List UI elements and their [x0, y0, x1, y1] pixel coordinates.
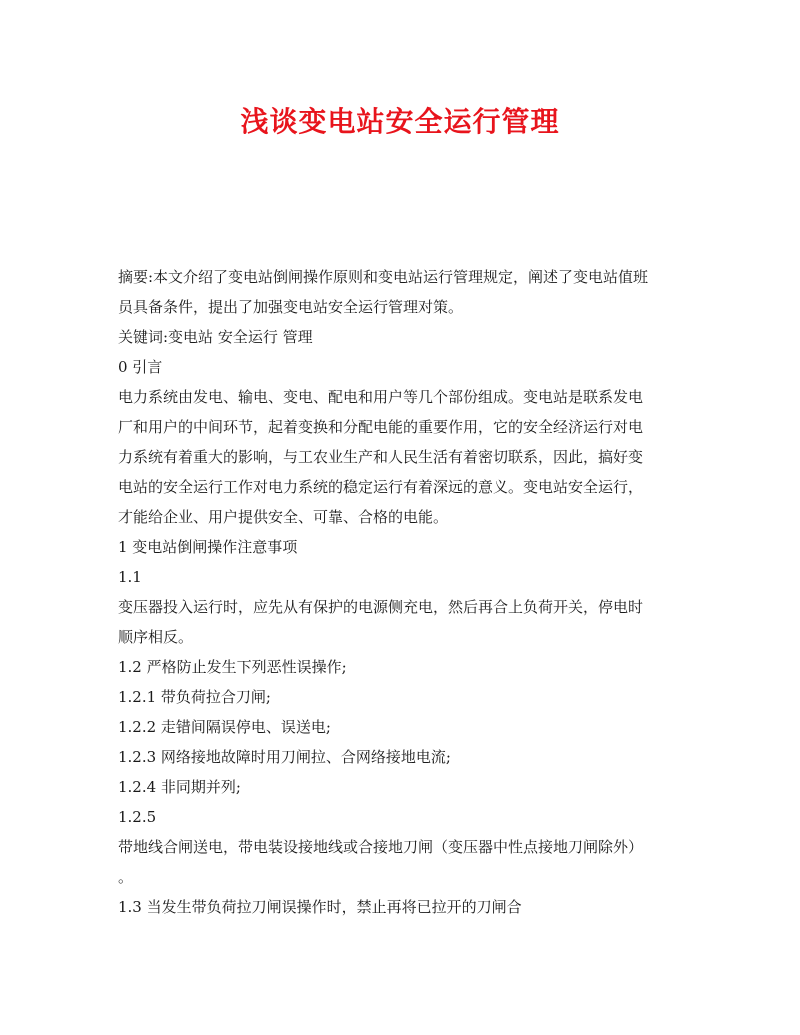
subsection-1-1-line-1: 变压器投入运行时，应先从有保护的电源侧充电，然后再合上负荷开关，停电时: [118, 598, 644, 616]
subsection-1-1-line-2: 顺序相反。: [118, 628, 194, 646]
subsection-1-1-number: 1.1: [118, 568, 142, 586]
item-1-2-5-line-1: 带地线合闸送电，带电装设接地线或合接地刀闸（变压器中性点接地刀闸除外）: [118, 838, 644, 856]
intro-paragraph-line-3: 力系统有着重大的影响，与工农业生产和人民生活有着密切联系，因此，搞好变: [118, 448, 644, 466]
subsection-1-3: 1.3 当发生带负荷拉刀闸误操作时，禁止再将已拉开的刀闸合: [118, 898, 522, 916]
section-heading-introduction: 0 引言: [118, 358, 163, 376]
item-1-2-3: 1.2.3 网络接地故障时用刀闸拉、合网络接地电流;: [118, 748, 451, 766]
keywords-line: 关键词:变电站 安全运行 管理: [118, 328, 313, 346]
item-1-2-2: 1.2.2 走错间隔误停电、误送电;: [118, 718, 331, 736]
intro-paragraph-line-5: 才能给企业、用户提供安全、可靠、合格的电能。: [118, 508, 449, 526]
item-1-2-4: 1.2.4 非同期并列;: [118, 778, 241, 796]
item-1-2-1: 1.2.1 带负荷拉合刀闸;: [118, 688, 271, 706]
abstract-line-1: 摘要:本文介绍了变电站倒闸操作原则和变电站运行管理规定，阐述了变电站值班: [118, 268, 649, 286]
intro-paragraph-line-4: 电站的安全运行工作对电力系统的稳定运行有着深远的意义。变电站安全运行，: [118, 478, 644, 496]
item-1-2-5-number: 1.2.5: [118, 808, 157, 826]
section-heading-switching: 1 变电站倒闸操作注意事项: [118, 538, 298, 556]
item-1-2-5-line-2: 。: [118, 868, 134, 886]
subsection-1-2: 1.2 严格防止发生下列恶性误操作;: [118, 658, 347, 676]
intro-paragraph-line-2: 厂和用户的中间环节，起着变换和分配电能的重要作用，它的安全经济运行对电: [118, 418, 644, 436]
abstract-line-2: 员具备条件，提出了加强变电站安全运行管理对策。: [118, 298, 464, 316]
document-title: 浅谈变电站安全运行管理: [240, 105, 560, 138]
document-body: [118, 262, 688, 922]
intro-paragraph-line-1: 电力系统由发电、输电、变电、配电和用户等几个部份组成。变电站是联系发电: [118, 388, 644, 406]
